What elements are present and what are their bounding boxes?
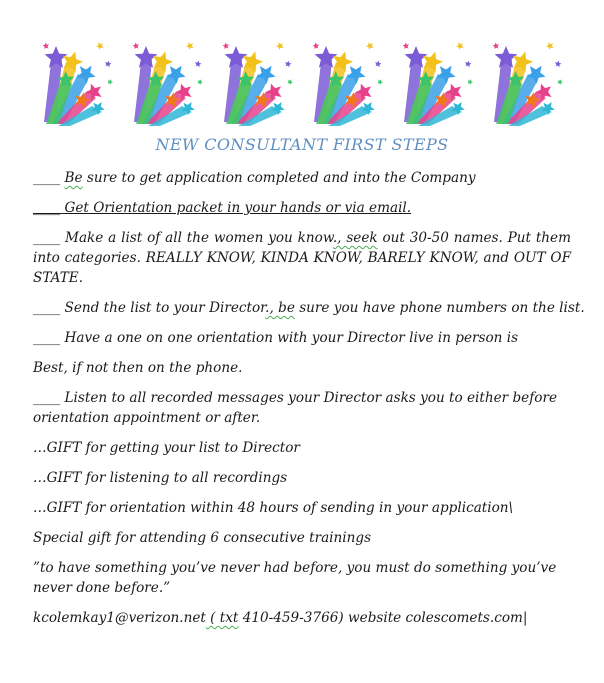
- shooting-stars-icon: [43, 42, 113, 126]
- star-shape: [546, 42, 554, 50]
- step-text-cont: sure you have phone numbers on the list.: [294, 300, 585, 316]
- step-blank: ____: [33, 230, 61, 246]
- star-shape: [366, 42, 374, 50]
- step-marked-words: ., be: [265, 300, 295, 316]
- shooting-stars-icon: [223, 42, 293, 126]
- step-one-on-one: [33, 328, 571, 348]
- step-text-cont: out 30-50 names. Put them into categories. REALLY KNOW, KINDA KNOW, BARELY KNOW, and OUT OF STATE.: [33, 230, 571, 286]
- gift-orientation: …GIFT for orientation within 48 hours of sending in your application\: [33, 500, 514, 516]
- step-blank: ____: [33, 170, 61, 186]
- star-shape: [375, 61, 382, 68]
- star-shape: [313, 43, 320, 50]
- shooting-stars-icon: [403, 42, 473, 126]
- step-underlined: [33, 200, 411, 216]
- step-make-list: [33, 228, 571, 288]
- star-shape: [186, 42, 194, 50]
- special-gift: Special gift for attending 6 consecutive trainings: [33, 530, 372, 546]
- shooting-stars-banner: [32, 36, 572, 128]
- gift-list: …GIFT for getting your list to Director: [33, 440, 300, 456]
- star-shape: [197, 79, 203, 85]
- star-shape: [223, 43, 230, 50]
- step-application: [33, 168, 571, 188]
- step-text: Have a one on one orientation with your Director live in person is: [64, 330, 519, 346]
- steps-document: [33, 168, 585, 638]
- star-shape: [195, 61, 202, 68]
- contact-email: kcolemkay1@verizon.net: [33, 610, 206, 626]
- gift-recordings: …GIFT for listening to all recordings: [33, 470, 288, 486]
- shooting-stars-icon: [493, 42, 563, 126]
- star-shape: [107, 79, 113, 85]
- step-text: Listen to all recorded messages your Director asks you to either before orientation appointment or after.: [33, 390, 557, 426]
- step-orientation-packet: [33, 198, 571, 218]
- star-shape: [96, 42, 104, 50]
- quote: ”to have something you’ve never had before, you must do something you’ve never done before.”: [33, 560, 557, 596]
- star-shape: [557, 79, 563, 85]
- step-marked-words: ., seek: [332, 230, 378, 246]
- step-blank: ____: [33, 330, 61, 346]
- contact-line: [33, 608, 571, 628]
- star-shape: [285, 61, 292, 68]
- contact-paren: (: [205, 610, 220, 626]
- star-shape: [403, 43, 410, 50]
- star-shape: [105, 61, 112, 68]
- step-blank: ____: [33, 390, 61, 406]
- star-shape: [456, 42, 464, 50]
- contact-txt: txt: [219, 610, 239, 626]
- step-blank: ____: [33, 300, 61, 316]
- star-shape: [493, 43, 500, 50]
- step-listen: [33, 388, 571, 428]
- step-text: Send the list to your Director: [64, 300, 266, 316]
- star-shape: [555, 61, 562, 68]
- best-line: Best, if not then on the phone.: [33, 360, 243, 376]
- step-text: sure to get application completed and into the Company: [82, 170, 476, 186]
- step-send-list: [33, 298, 585, 318]
- shooting-stars-icon: [133, 42, 203, 126]
- star-shape: [465, 61, 472, 68]
- contact-txt-marked: [206, 610, 239, 626]
- page-title: NEW CONSULTANT FIRST STEPS: [155, 135, 449, 154]
- step-text: Make a list of all the women you know: [65, 230, 333, 246]
- step-text: Get Orientation packet in your hands or via email.: [64, 200, 412, 216]
- star-shape: [377, 79, 383, 85]
- star-shape: [43, 43, 50, 50]
- star-shape: [276, 42, 284, 50]
- star-shape: [133, 43, 140, 50]
- shooting-stars-icon: [313, 42, 383, 126]
- contact-rest: 410-459-3766) website colescomets.com|: [238, 610, 528, 626]
- step-blank: ____: [33, 200, 61, 216]
- star-shape: [467, 79, 473, 85]
- step-lead-word: Be: [64, 170, 83, 186]
- star-shape: [287, 79, 293, 85]
